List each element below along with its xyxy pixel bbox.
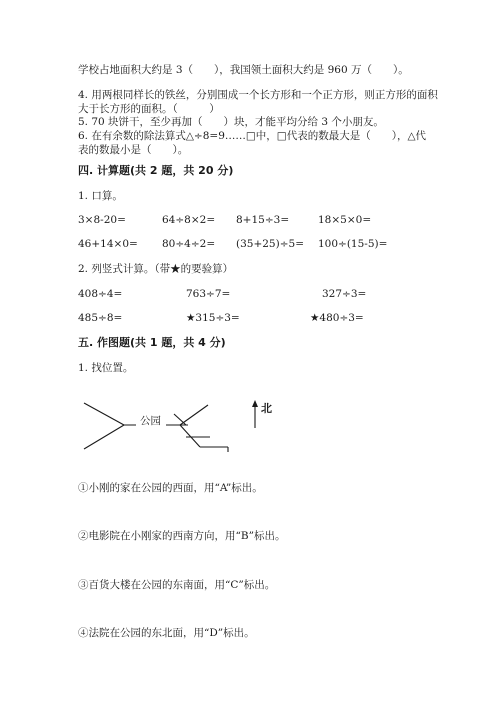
section5-sub1: 1. 找位置。	[78, 362, 134, 374]
mental-problem: 46+14×0=	[78, 238, 138, 250]
road-line	[84, 403, 124, 425]
section4-sub1: 1. 口算。	[78, 190, 123, 202]
fill-blank-q4-line1: 4. 用两根同样长的铁丝，分别围成一个长方形和一个正方形，则正方形的面积	[78, 89, 438, 101]
map-task: ②电影院在小刚家的西南方向，用“B”标出。	[78, 530, 286, 542]
mental-problem: 3×8-20=	[78, 214, 126, 226]
map-task: ①小刚的家在公园的西面，用“A”标出。	[78, 482, 263, 494]
road-line	[180, 405, 208, 425]
north-label: 北	[261, 402, 272, 415]
vertical-problem: ★315÷3=	[186, 312, 240, 324]
vertical-problem: 327÷3=	[322, 288, 367, 300]
north-arrow-head	[252, 400, 258, 407]
map-task: ③百货大楼在公园的东南面，用“C”标出。	[78, 579, 276, 591]
park-label: 公园	[140, 415, 161, 427]
mental-problem: 80÷4÷2=	[162, 238, 216, 250]
fill-blank-q4-line2: 大于长方形的面积。（ ）	[78, 103, 220, 115]
mental-problem: 18×5×0=	[318, 214, 372, 226]
map-task: ④法院在公园的东北面，用“D”标出。	[78, 627, 255, 639]
vertical-problem: 408÷4=	[78, 288, 123, 300]
fill-blank-q6-line1: 6. 在有余数的除法算式△÷8=9……□中，□代表的数最大是（ ），△代	[78, 130, 427, 142]
vertical-problem: ★480÷3=	[310, 312, 364, 324]
mental-problem: 64÷8×2=	[162, 214, 216, 226]
fill-blank-q5: 5. 70 块饼干，至少再加（ ）块，才能平均分给 3 个小朋友。	[78, 116, 384, 128]
section4-sub2: 2. 列竖式计算。（带★的要验算）	[78, 263, 234, 275]
section4-heading: 四. 计算题(共 2 题，共 20 分)	[78, 164, 234, 177]
road-line	[180, 425, 200, 447]
fill-blank-q3-end: 学校占地面积大约是 3（ ），我国领土面积大约是 960 万（ ）。	[78, 64, 409, 76]
road-line	[84, 425, 124, 449]
mental-problem: 100÷(15-5)=	[318, 238, 388, 250]
mental-problem: 8+15÷3=	[236, 214, 290, 226]
road-line	[174, 414, 186, 425]
mental-problem: (35+25)÷5=	[236, 238, 304, 250]
section5-heading: 五. 作图题(共 1 题，共 4 分)	[78, 336, 226, 349]
vertical-problem: 485÷8=	[78, 312, 123, 324]
fill-blank-q6-line2: 表的数最小是（ ）。	[78, 144, 189, 156]
vertical-problem: 763÷7=	[186, 288, 231, 300]
